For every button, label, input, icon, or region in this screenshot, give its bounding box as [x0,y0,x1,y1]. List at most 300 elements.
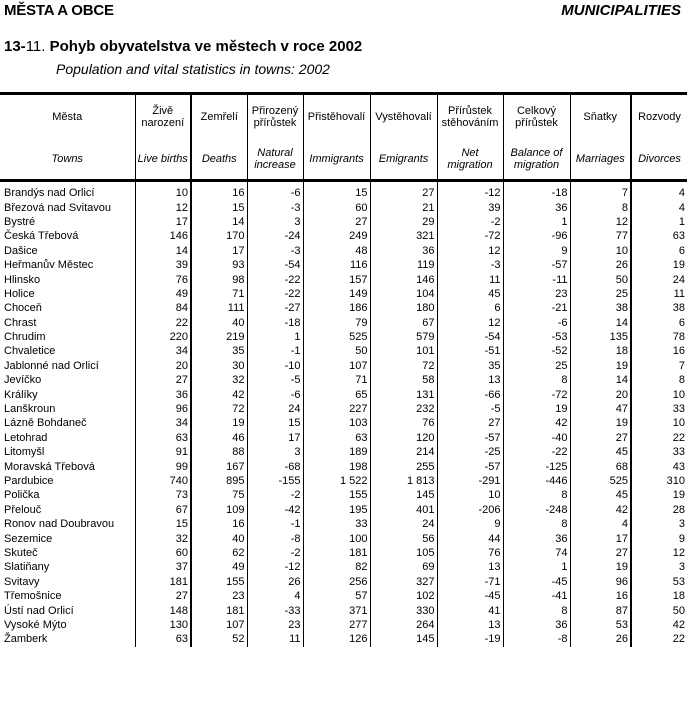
value-cell: 19 [570,359,631,373]
value-cell: 63 [135,632,191,646]
value-cell: 40 [191,531,247,545]
town-name-cell: Dašice [4,244,38,257]
value-cell: 63 [303,431,370,445]
value-cell: 76 [135,272,191,286]
value-cell: 49 [191,560,247,574]
value-cell: 111 [191,301,247,315]
value-cell: 102 [370,589,437,603]
table-row [0,301,687,315]
value-cell: 189 [303,445,370,459]
column-header-cz: Živě narození [135,94,191,140]
value-cell: 36 [135,387,191,401]
column-header-en: Divorces [631,139,687,181]
value-cell: -52 [503,344,570,358]
value-cell: -291 [437,474,503,488]
value-cell: 15 [191,200,247,214]
value-cell: 19 [191,416,247,430]
value-cell: 186 [303,301,370,315]
value-cell: 6 [437,301,503,315]
value-cell: -6 [247,181,303,201]
value-cell: -45 [437,589,503,603]
value-cell: 15 [135,517,191,531]
value-cell: 68 [570,459,631,473]
value-cell: -22 [247,287,303,301]
value-cell: 4 [247,589,303,603]
statistics-table [0,92,687,647]
value-cell: -40 [503,431,570,445]
value-cell: 4 [631,200,687,214]
value-cell: 33 [303,517,370,531]
value-cell: -18 [503,181,570,201]
table-row [0,632,687,646]
value-cell: -57 [503,258,570,272]
value-cell: 58 [370,373,437,387]
value-cell: 16 [191,517,247,531]
table-row [0,244,687,258]
header-row-cz [0,94,687,140]
column-header-en: Immigrants [303,139,370,181]
value-cell: 42 [503,416,570,430]
value-cell: 84 [135,301,191,315]
table-row [0,546,687,560]
value-cell: 181 [303,546,370,560]
value-cell: 98 [191,272,247,286]
value-cell: 100 [303,531,370,545]
value-cell: 30 [191,359,247,373]
town-name-cell: Choceň [4,302,42,315]
table-row [0,488,687,502]
value-cell: 27 [135,373,191,387]
value-cell: 39 [437,200,503,214]
value-cell: 1 522 [303,474,370,488]
value-cell: 9 [437,517,503,531]
value-cell: 24 [370,517,437,531]
value-cell: 8 [503,488,570,502]
value-cell: 146 [370,272,437,286]
value-cell: 74 [503,546,570,560]
value-cell: 22 [631,431,687,445]
value-cell: 3 [631,517,687,531]
town-name-cell: Žamberk [4,633,48,646]
value-cell: 155 [191,575,247,589]
value-cell: 13 [437,560,503,574]
value-cell: 82 [303,560,370,574]
value-cell: 170 [191,229,247,243]
value-cell: -2 [437,215,503,229]
value-cell: 135 [570,330,631,344]
town-name-cell: Lanškroun [4,403,56,416]
table-row [0,316,687,330]
town-name-cell: Slatiňany [4,561,50,574]
value-cell: 34 [135,344,191,358]
town-name-cell: Litomyšl [4,446,45,459]
value-cell: 27 [570,431,631,445]
value-cell: 23 [247,618,303,632]
town-name-cell: Bystré [4,215,36,228]
value-cell: 13 [437,618,503,632]
value-cell: 10 [135,181,191,201]
town-name-cell: Chvaletice [4,345,56,358]
value-cell: 96 [570,575,631,589]
value-cell: 49 [135,287,191,301]
town-name-cell: Brandýs nad Orlicí [4,187,95,200]
town-name-cell: Jevíčko [4,374,42,387]
value-cell: 11 [247,632,303,646]
value-cell: 20 [570,387,631,401]
value-cell: 27 [303,215,370,229]
town-name-cell: Hlinsko [4,273,41,286]
value-cell: 42 [191,387,247,401]
table-row [0,459,687,473]
column-header-cz: Vystěhovalí [370,94,437,140]
column-header-cz: Rozvody [631,94,687,140]
value-cell: 214 [370,445,437,459]
value-cell: 14 [135,244,191,258]
value-cell: 42 [631,618,687,632]
table-row [0,416,687,430]
value-cell: -11 [503,272,570,286]
town-name-cell: Chrast [4,316,37,329]
value-cell: 11 [631,287,687,301]
town-name-cell: Březová nad Svitavou [4,201,112,214]
value-cell: 65 [303,387,370,401]
value-cell: 15 [247,416,303,430]
value-cell: 1 [247,330,303,344]
value-cell: 32 [135,531,191,545]
value-cell: 14 [570,316,631,330]
value-cell: 579 [370,330,437,344]
value-cell: 47 [570,402,631,416]
value-cell: -2 [247,546,303,560]
value-cell: -57 [437,459,503,473]
value-cell: 330 [370,603,437,617]
value-cell: 18 [570,344,631,358]
value-cell: 56 [370,531,437,545]
column-header-cz: Přirozený přírůstek [247,94,303,140]
value-cell: 22 [631,632,687,646]
value-cell: 77 [570,229,631,243]
value-cell: 103 [303,416,370,430]
value-cell: 12 [437,316,503,330]
column-header-cz: Přírůstek stěhováním [437,94,503,140]
value-cell: -125 [503,459,570,473]
value-cell: -248 [503,503,570,517]
value-cell: 26 [570,632,631,646]
table-row [0,258,687,272]
value-cell: 104 [370,287,437,301]
table-subtitle-en: Population and vital statistics in towns: 2002 [56,61,330,77]
value-cell: 33 [631,445,687,459]
town-name-cell: Chrudim [4,331,46,344]
value-cell: 264 [370,618,437,632]
table-row [0,272,687,286]
value-cell: -22 [247,272,303,286]
table-row [0,373,687,387]
value-cell: 53 [631,575,687,589]
value-cell: 12 [135,200,191,214]
value-cell: 126 [303,632,370,646]
value-cell: 310 [631,474,687,488]
value-cell: 8 [631,373,687,387]
value-cell: -51 [437,344,503,358]
value-cell: 57 [303,589,370,603]
value-cell: -2 [247,488,303,502]
column-header-cz: Přistěhovalí [303,94,370,140]
value-cell: 38 [570,301,631,315]
value-cell: -19 [437,632,503,646]
value-cell: 42 [570,503,631,517]
value-cell: -96 [503,229,570,243]
value-cell: 148 [135,603,191,617]
value-cell: 109 [191,503,247,517]
value-cell: -42 [247,503,303,517]
value-cell: 13 [437,373,503,387]
value-cell: 43 [631,459,687,473]
column-header-en: Balance of migration [503,139,570,181]
town-name-cell: Polička [4,489,40,502]
town-name-cell: Letohrad [4,431,48,444]
column-header-en: Marriages [570,139,631,181]
value-cell: 72 [191,402,247,416]
table-row [0,474,687,488]
value-cell: 3 [247,445,303,459]
value-cell: 8 [503,517,570,531]
value-cell: 227 [303,402,370,416]
value-cell: 27 [370,181,437,201]
table-body [0,181,687,647]
value-cell: 6 [631,244,687,258]
value-cell: 50 [570,272,631,286]
value-cell: 1 [631,215,687,229]
value-cell: 27 [135,589,191,603]
column-header-cz: Celkový přírůstek [503,94,570,140]
value-cell: 146 [135,229,191,243]
value-cell: 119 [370,258,437,272]
value-cell: 71 [303,373,370,387]
value-cell: 63 [631,229,687,243]
value-cell: 19 [503,402,570,416]
value-cell: 8 [503,373,570,387]
value-cell: 91 [135,445,191,459]
value-cell: 28 [631,503,687,517]
value-cell: 23 [191,589,247,603]
table-row [0,200,687,214]
value-cell: 181 [135,575,191,589]
value-cell: 19 [570,560,631,574]
value-cell: 50 [303,344,370,358]
value-cell: 22 [135,316,191,330]
table-row [0,503,687,517]
value-cell: 9 [503,244,570,258]
column-header-cz: Zemřelí [191,94,247,140]
value-cell: 60 [303,200,370,214]
value-cell: 220 [135,330,191,344]
value-cell: 895 [191,474,247,488]
value-cell: 116 [303,258,370,272]
value-cell: 249 [303,229,370,243]
value-cell: 67 [135,503,191,517]
table-row [0,215,687,229]
table-row [0,445,687,459]
value-cell: 45 [570,488,631,502]
value-cell: 14 [570,373,631,387]
value-cell: -1 [247,517,303,531]
value-cell: -155 [247,474,303,488]
table-row [0,287,687,301]
value-cell: 48 [303,244,370,258]
value-cell: 18 [631,589,687,603]
value-cell: 321 [370,229,437,243]
value-cell: 195 [303,503,370,517]
value-cell: 525 [570,474,631,488]
town-name-cell: Přelouč [4,503,42,516]
value-cell: 327 [370,575,437,589]
value-cell: 38 [631,301,687,315]
value-cell: 9 [631,531,687,545]
value-cell: 73 [135,488,191,502]
table-number-suffix: 11. [25,38,46,55]
value-cell: 72 [370,359,437,373]
value-cell: 33 [631,402,687,416]
value-cell: 25 [570,287,631,301]
value-cell: -3 [247,200,303,214]
value-cell: 35 [191,344,247,358]
value-cell: 101 [370,344,437,358]
value-cell: -1 [247,344,303,358]
value-cell: -72 [503,387,570,401]
value-cell: 45 [437,287,503,301]
town-name-cell: Vysoké Mýto [4,618,67,631]
value-cell: 8 [503,603,570,617]
value-cell: 16 [631,344,687,358]
value-cell: -18 [247,316,303,330]
value-cell: 198 [303,459,370,473]
value-cell: 11 [437,272,503,286]
value-cell: 37 [135,560,191,574]
table-row [0,618,687,632]
table-row [0,531,687,545]
value-cell: 25 [503,359,570,373]
value-cell: -12 [437,181,503,201]
value-cell: 44 [437,531,503,545]
town-name-cell: Ústí nad Orlicí [4,604,74,617]
value-cell: -8 [247,531,303,545]
value-cell: 105 [370,546,437,560]
value-cell: -8 [503,632,570,646]
value-cell: 145 [370,632,437,646]
value-cell: 131 [370,387,437,401]
value-cell: 27 [570,546,631,560]
value-cell: 107 [303,359,370,373]
value-cell: 120 [370,431,437,445]
value-cell: -53 [503,330,570,344]
town-name-cell: Heřmanův Městec [4,259,94,272]
table-row [0,359,687,373]
value-cell: -446 [503,474,570,488]
value-cell: 17 [191,244,247,258]
value-cell: 34 [135,416,191,430]
value-cell: 76 [370,416,437,430]
town-name-cell: Moravská Třebová [4,460,95,473]
value-cell: 41 [437,603,503,617]
section-title-en: MUNICIPALITIES [561,2,681,19]
value-cell: 740 [135,474,191,488]
value-cell: 145 [370,488,437,502]
value-cell: 401 [370,503,437,517]
value-cell: 180 [370,301,437,315]
column-header-en: Deaths [191,139,247,181]
town-name-cell: Lázně Bohdaneč [4,417,87,430]
value-cell: -25 [437,445,503,459]
value-cell: 10 [631,416,687,430]
value-cell: 19 [631,488,687,502]
value-cell: 155 [303,488,370,502]
value-cell: 99 [135,459,191,473]
value-cell: 3 [247,215,303,229]
value-cell: 157 [303,272,370,286]
value-cell: -6 [503,316,570,330]
value-cell: 20 [135,359,191,373]
value-cell: -3 [437,258,503,272]
town-name-cell: Sezemice [4,532,53,545]
value-cell: 93 [191,258,247,272]
value-cell: 69 [370,560,437,574]
value-cell: -27 [247,301,303,315]
value-cell: 130 [135,618,191,632]
table-row [0,402,687,416]
value-cell: 87 [570,603,631,617]
value-cell: -68 [247,459,303,473]
value-cell: -22 [503,445,570,459]
value-cell: -6 [247,387,303,401]
column-header-cz: Sňatky [570,94,631,140]
value-cell: -206 [437,503,503,517]
town-name-cell: Třemošnice [4,590,62,603]
value-cell: 181 [191,603,247,617]
value-cell: 232 [370,402,437,416]
value-cell: 62 [191,546,247,560]
town-name-cell: Ronov nad Doubravou [4,518,115,531]
column-header-en: Net migration [437,139,503,181]
value-cell: 23 [503,287,570,301]
value-cell: 1 [503,560,570,574]
value-cell: 7 [631,359,687,373]
table-row [0,229,687,243]
value-cell: 24 [247,402,303,416]
value-cell: -5 [437,402,503,416]
value-cell: 10 [437,488,503,502]
value-cell: 19 [631,258,687,272]
value-cell: -10 [247,359,303,373]
value-cell: 52 [191,632,247,646]
value-cell: 17 [570,531,631,545]
value-cell: -54 [437,330,503,344]
value-cell: 60 [135,546,191,560]
table-row [0,517,687,531]
value-cell: 167 [191,459,247,473]
value-cell: 76 [437,546,503,560]
column-header-en: Towns [0,139,135,181]
value-cell: 29 [370,215,437,229]
table-number-prefix: 13- [4,38,26,55]
value-cell: 67 [370,316,437,330]
value-cell: -12 [247,560,303,574]
column-header-en: Live births [135,139,191,181]
table-title-cz: Pohyb obyvatelstva ve městech v roce 2002 [49,38,363,55]
table-row [0,344,687,358]
value-cell: 32 [191,373,247,387]
town-name-cell: Česká Třebová [4,230,79,243]
